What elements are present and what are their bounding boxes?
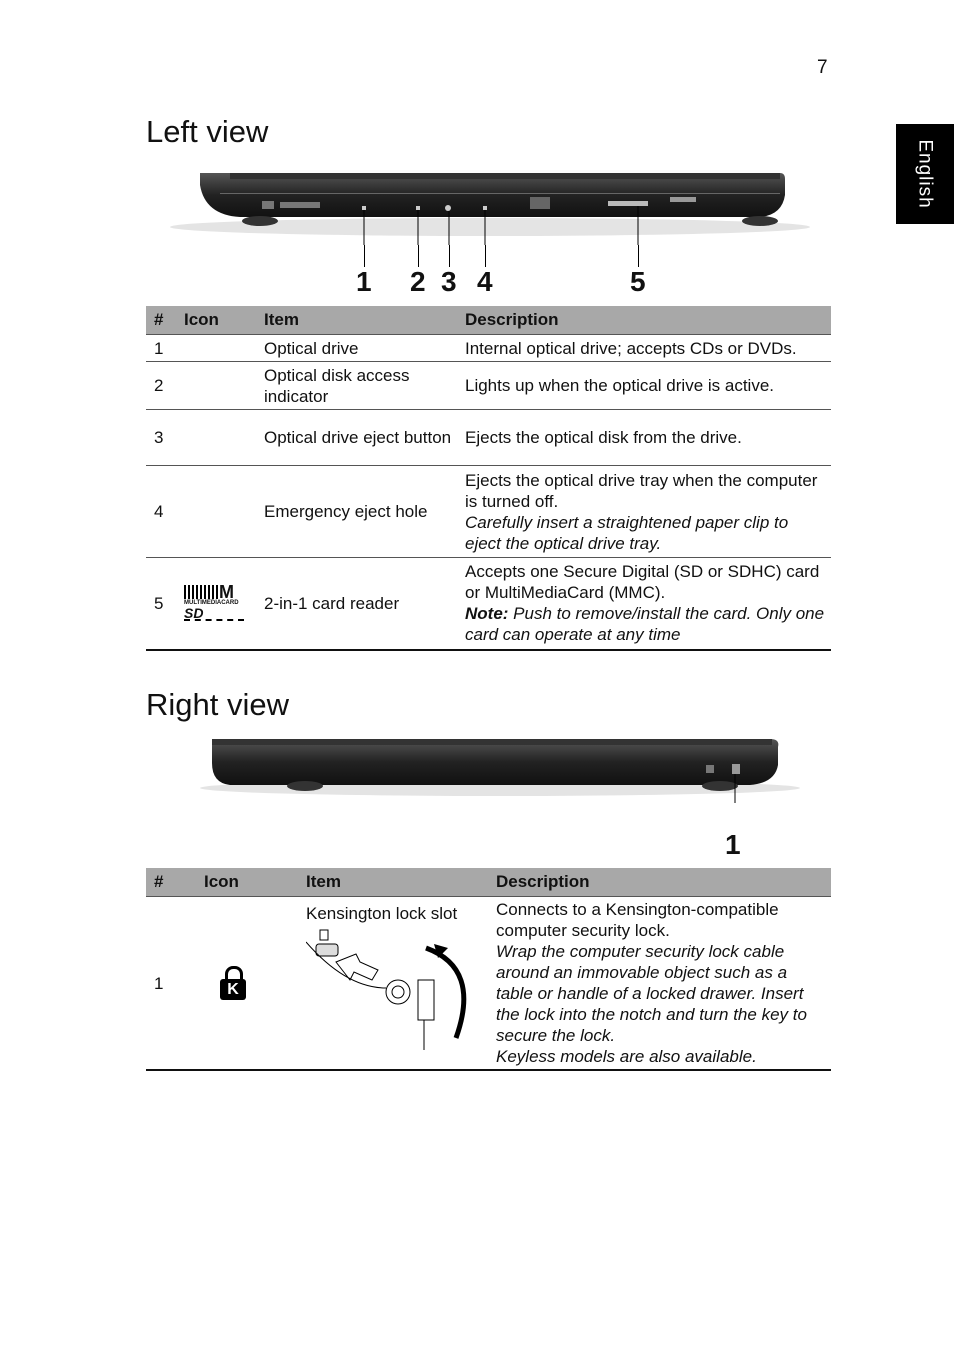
col-header-num: # [146,306,176,335]
page-number: 7 [817,57,828,78]
row-number: 5 [146,558,176,650]
left-view-table [146,306,831,651]
row-item-cell [298,897,488,1071]
row-number: 2 [146,362,176,410]
table-row [146,558,831,650]
col-header-description: Description [457,306,831,335]
row-description [457,466,831,558]
left-view-title: Left view [146,114,269,149]
table-row [146,466,831,558]
card-reader-icon: M MULTIMEDIACARD SD [184,585,244,621]
mmc-logo-text: MULTIMEDIACARD [184,600,239,607]
callout-4: 4 [477,266,493,297]
row-icon-cell [176,335,256,362]
row-description: Internal optical drive; accepts CDs or DVDs. [457,335,831,362]
table-header-row [146,868,831,897]
col-header-item: Item [298,868,488,897]
callout-3: 3 [441,266,457,297]
lock-installation-diagram [306,928,476,1053]
col-header-icon: Icon [176,306,256,335]
callout-5: 5 [630,266,646,297]
description-note: Carefully insert a straightened paper clip to eject the optical drive tray. [465,512,789,553]
row-item: 2-in-1 card reader [256,558,457,650]
table-row [146,897,831,1071]
row-number: 3 [146,410,176,466]
table-row [146,362,831,410]
language-tab-label: English [915,139,937,209]
laptop-left-side-illustration [160,165,810,245]
description-text: Connects to a Kensington-compatible computer security lock. [496,900,779,940]
callout-1-right: 1 [725,829,741,860]
row-icon-cell [176,466,256,558]
language-tab [896,124,954,224]
note-label: Note: [465,604,509,624]
row-icon-cell [176,362,256,410]
right-view-table [146,868,831,1071]
callout-2: 2 [410,266,426,297]
col-header-icon: Icon [196,868,298,897]
right-view-title: Right view [146,687,289,722]
row-icon-cell [176,558,256,650]
row-number: 1 [146,897,196,1071]
row-item: Kensington lock slot [306,904,458,923]
lock-letter: K [220,979,246,1000]
row-number: 4 [146,466,176,558]
row-icon-cell [176,410,256,466]
callout-1: 1 [356,266,372,297]
row-item: Optical drive [256,335,457,362]
row-item: Optical disk access indicator [256,362,457,410]
row-description [457,558,831,650]
row-item: Optical drive eject button [256,410,457,466]
laptop-right-side-illustration [190,733,810,803]
description-text: Accepts one Secure Digital (SD or SDHC) card or MultiMediaCard (MMC). [465,562,820,603]
description-keyless-note: Keyless models are also available. [496,1047,757,1066]
table-header-row [146,306,831,335]
col-header-num: # [146,868,196,897]
note-text: Push to remove/install the card. Only one card can operate at any time [465,604,825,645]
description-text: Ejects the optical drive tray when the computer is turned off. [465,470,818,511]
row-item: Emergency eject hole [256,466,457,558]
col-header-item: Item [256,306,457,335]
col-header-description: Description [488,868,831,897]
row-description: Lights up when the optical drive is active. [457,362,831,410]
table-row [146,410,831,466]
row-description: Ejects the optical disk from the drive. [457,410,831,466]
description-note: Wrap the computer security lock cable around an immovable object such as a table or handle of a locked drawer. Insert the lock into the notch and turn the key to secure the lock. [496,942,807,1045]
row-number: 1 [146,335,176,362]
row-description [488,897,831,1071]
table-row [146,335,831,362]
kensington-lock-icon [220,966,246,1000]
row-icon-cell [196,897,298,1071]
